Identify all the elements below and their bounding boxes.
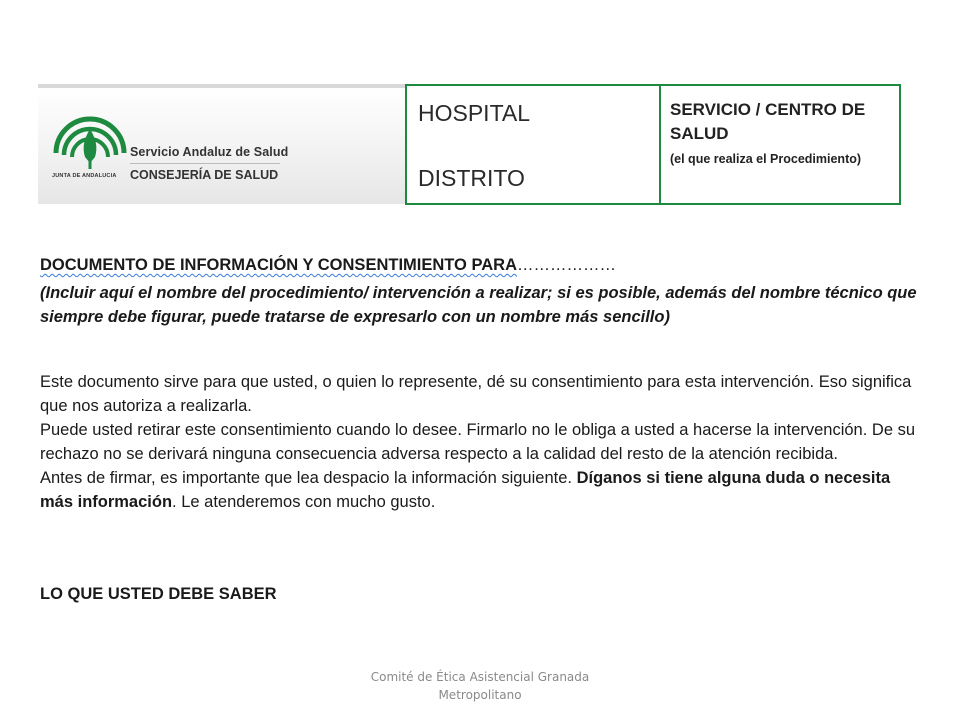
district-label: DISTRITO	[418, 165, 525, 191]
header-box-divider	[659, 84, 661, 205]
footer	[330, 668, 630, 704]
hospital-label: HOSPITAL	[418, 100, 531, 126]
document-body	[40, 370, 920, 514]
footer-line1: Comité de Ética Asistencial Granada	[370, 670, 590, 684]
service-label-line1: SERVICIO / CENTRO DE	[670, 100, 866, 119]
junta-andalucia-emblem-icon	[52, 113, 128, 173]
procedure-instruction: (Incluir aquí el nombre del procedimiento/ intervención a realizar; si es posible, además del nombre técnico que siempre debe figurar, puede tratarse de expresarlo con un nombre más sencillo)	[40, 284, 917, 326]
document-title-text: DOCUMENTO DE INFORMACIÓN Y CONSENTIMIENTO PARA	[40, 256, 518, 274]
consejeria-name: CONSEJERÍA DE SALUD	[130, 168, 279, 182]
sas-name: Servicio Andaluz de Salud	[130, 145, 289, 159]
paragraph-consent: Este documento sirve para que usted, o quien lo represente, dé su consentimiento para esta intervención. Eso significa que nos autoriza a realizarla.	[40, 373, 912, 415]
section-heading: LO QUE USTED DEBE SABER	[40, 585, 277, 603]
paragraph-read-end: . Le atenderemos con mucho gusto.	[172, 493, 436, 511]
service-label-line2: SALUD	[670, 124, 729, 143]
paragraph-read-text: Antes de firmar, es importante que lea despacio la información siguiente.	[40, 469, 577, 487]
footer-line2: Metropolitano	[438, 688, 522, 702]
service-note: (el que realiza el Procedimiento)	[670, 152, 862, 166]
sas-logo	[52, 113, 292, 193]
logo-divider	[130, 163, 280, 164]
paragraph-read	[40, 466, 920, 514]
document-title-dots: ………………	[517, 256, 617, 274]
document-title	[40, 253, 920, 277]
paragraph-withdraw: Puede usted retirar este consentimiento cuando lo desee. Firmarlo no le obliga a usted a hacerse la intervención. De su rechazo no se derivará ninguna consecuencia adversa respecto a la calidad del resto de la atención recibida.	[40, 421, 916, 463]
paragraph-read-emphasis: Díganos si tiene alguna duda o necesita más información	[40, 469, 891, 511]
junta-label: JUNTA DE ANDALUCIA	[52, 173, 117, 179]
